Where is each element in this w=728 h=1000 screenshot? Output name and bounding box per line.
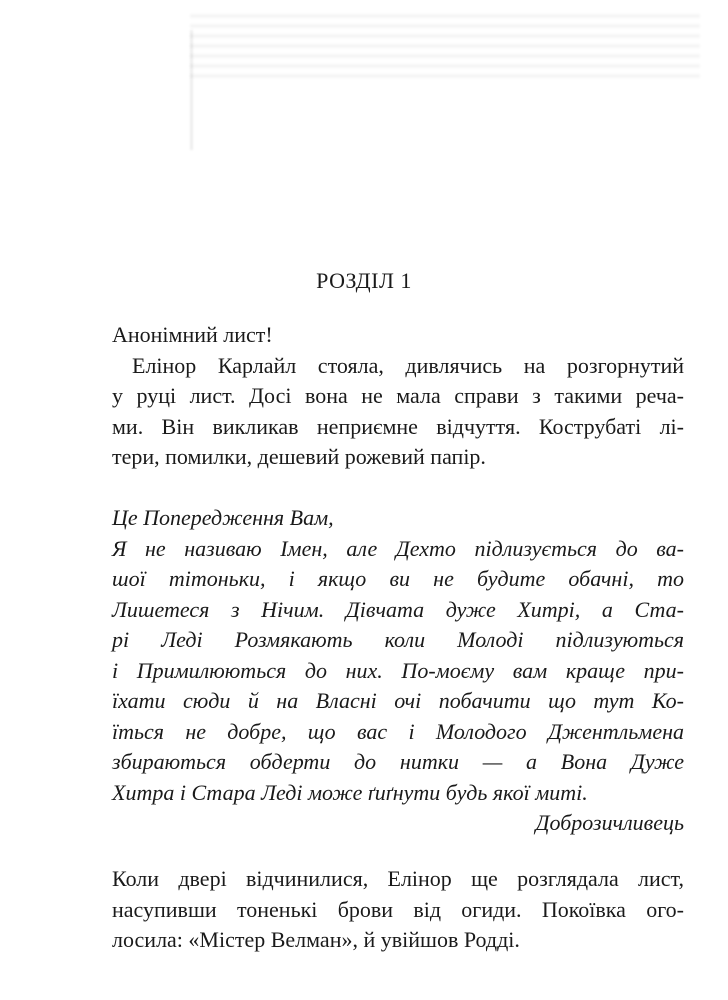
closing-line: насупивши тоненькі брови від огиди. Покоївка ого- xyxy=(112,896,684,922)
letter-line: Хитра і Стара Леді може ґиґнути будь якої миті. xyxy=(112,779,588,805)
chapter-title: РОЗДІЛ 1 xyxy=(316,268,412,293)
closing-line: Коли двері відчинилися, Елінор ще розглядала лист, xyxy=(112,866,684,891)
letter-line: рі Леді Розмякають коли Молоді підлизуються xyxy=(112,627,684,652)
letter-line: шої тітоньки, і якщо ви не будите обачні, то xyxy=(112,566,684,591)
closing-paragraph xyxy=(112,864,684,956)
letter-line: Я не називаю Імен, але Дехто підлизується до ва- xyxy=(112,535,684,561)
letter-line: і Примилюються до них. По-моєму вам краще при- xyxy=(112,657,684,683)
letter-signature: Доброзичливець xyxy=(535,810,684,835)
closing-line: лосила: «Містер Велман», й увійшов Родді. xyxy=(112,927,520,952)
intro-line: Елінор Карлайл стояла, дивлячись на розгорнутий xyxy=(132,352,684,378)
page-edge-shadow xyxy=(190,30,193,150)
intro-line-exclamation: Анонімний лист! xyxy=(112,322,273,347)
anonymous-letter xyxy=(112,503,684,839)
intro-line: ми. Він викликав неприємне відчуття. Кострубаті лі- xyxy=(112,413,684,439)
letter-line: їться не добре, що вас і Молодого Джентльмена xyxy=(112,718,684,744)
intro-line: тери, помилки, дешевий рожевий папір. xyxy=(112,444,486,469)
letter-line: Лишетеся з Нічим. Дівчата дуже Хитрі, а Ста- xyxy=(112,596,684,622)
bleed-through-shadow xyxy=(190,8,700,78)
intro-paragraphs xyxy=(112,320,684,473)
letter-line: їхати сюди й на Власні очі побачити що тут Ко- xyxy=(112,688,684,713)
intro-line: у руці лист. Досі вона не мала справи з такими реча- xyxy=(112,383,684,408)
letter-salutation: Це Попередження Вам, xyxy=(112,505,334,530)
letter-line: збираються обдерти до нитки — а Вона Дуже xyxy=(112,749,684,774)
